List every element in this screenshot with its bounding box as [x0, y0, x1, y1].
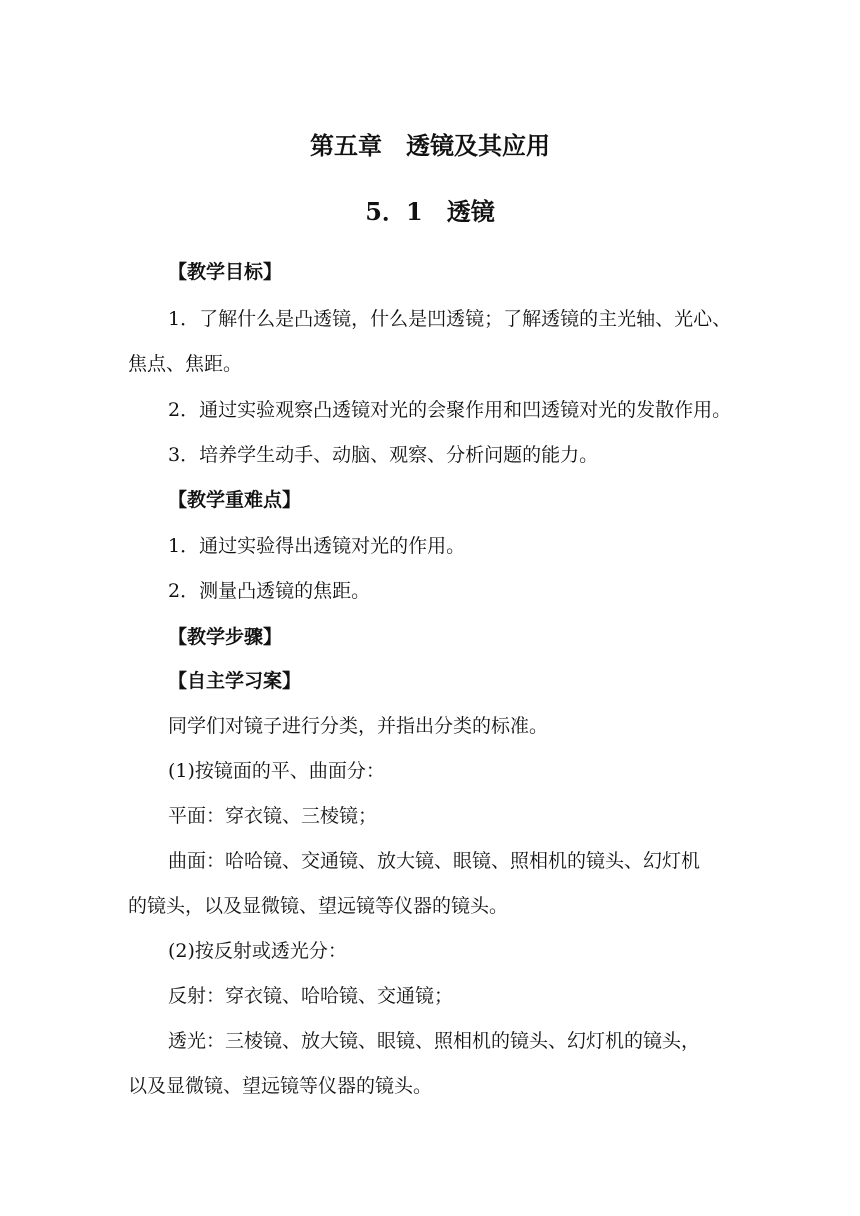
curved-mirrors-line-1: 曲面：哈哈镜、交通镜、放大镜、眼镜、照相机的镜头、幻灯机	[168, 850, 701, 872]
section-title: 5．1 透镜	[365, 197, 495, 226]
key-point-2: 2．测量凸透镜的焦距。	[168, 580, 371, 602]
objective-1-line-2: 焦点、焦距。	[128, 353, 243, 375]
objective-2: 2．通过实验观察凸透镜对光的会聚作用和凹透镜对光的发散作用。	[168, 399, 732, 421]
objective-3: 3．培养学生动手、动脑、观察、分析问题的能力。	[168, 444, 599, 466]
self-study-heading: 【自主学习案】	[168, 670, 302, 692]
category-2-heading: (2)按反射或透光分：	[168, 940, 347, 962]
self-study-intro: 同学们对镜子进行分类，并指出分类的标准。	[168, 715, 549, 737]
transmissive-lenses-line-2: 以及显微镜、望远镜等仪器的镜头。	[128, 1075, 433, 1097]
transmissive-lenses-line-1: 透光：三棱镜、放大镜、眼镜、照相机的镜头、幻灯机的镜头，	[168, 1030, 701, 1052]
steps-heading: 【教学步骤】	[168, 626, 283, 648]
chapter-title: 第五章 透镜及其应用	[310, 131, 550, 160]
key-points-heading: 【教学重难点】	[168, 489, 302, 511]
flat-mirrors: 平面：穿衣镜、三棱镜；	[168, 805, 378, 827]
reflective-mirrors: 反射：穿衣镜、哈哈镜、交通镜；	[168, 985, 454, 1007]
key-point-1: 1．通过实验得出透镜对光的作用。	[168, 535, 466, 557]
category-1-heading: (1)按镜面的平、曲面分：	[168, 760, 385, 782]
objectives-heading: 【教学目标】	[168, 261, 283, 283]
curved-mirrors-line-2: 的镜头，以及显微镜、望远镜等仪器的镜头。	[128, 895, 509, 917]
objective-1-line-1: 1．了解什么是凸透镜，什么是凹透镜；了解透镜的主光轴、光心、	[168, 308, 732, 330]
